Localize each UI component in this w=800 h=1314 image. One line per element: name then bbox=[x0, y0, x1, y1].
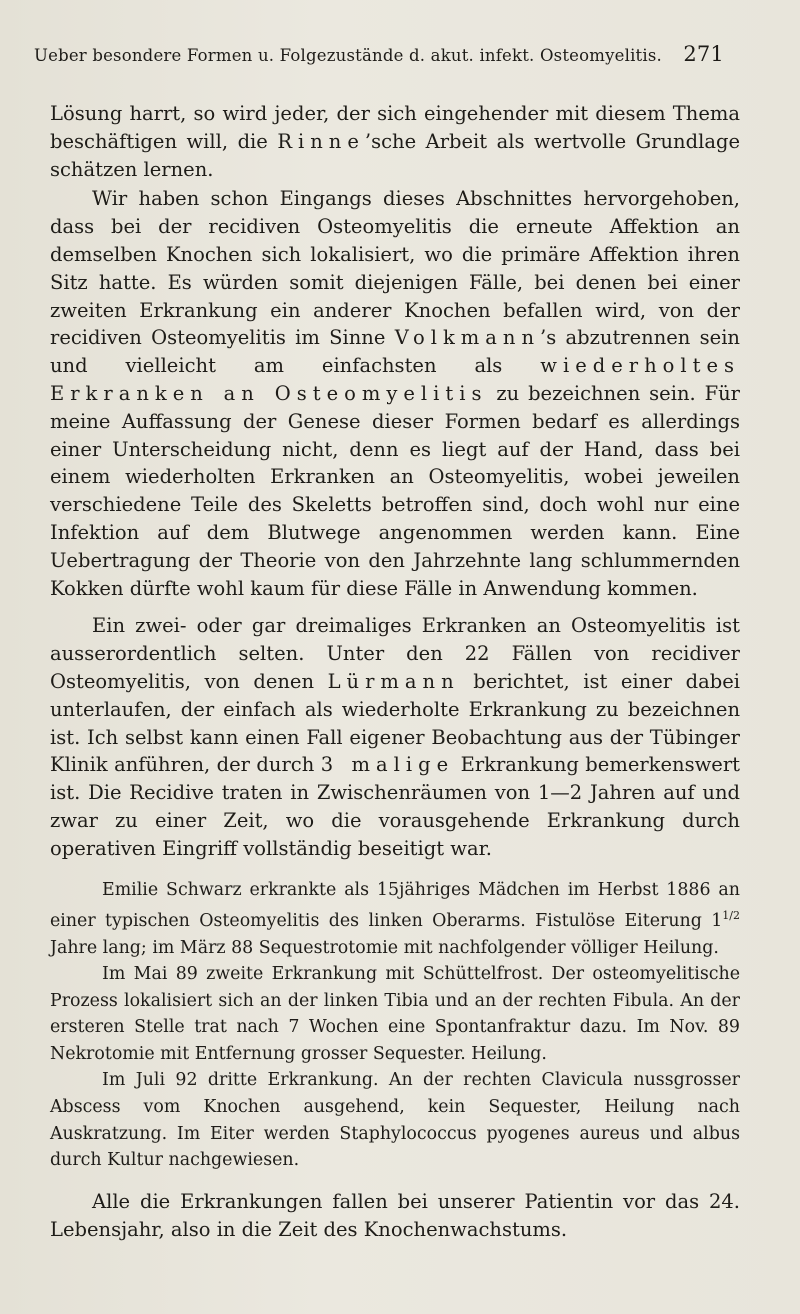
text-run: Jahre lang; im März 88 Sequestrotomie mit nachfolgender völliger Heilung. bbox=[50, 937, 719, 958]
text-run: Wir haben schon Eingangs dieses Abschnittes hervorgehoben, dass bei der recidiven Osteomyelitis die erneute Affektion an demselben Knochen sich lokalisiert, wo die primäre Affektion ihren Sitz hatte. Es würden somit diejenigen Fälle, bei denen bei einer zweiten Erkrankung ein anderer Knochen befallen wird, von der recidiven Osteomyelitis im Sinne bbox=[50, 187, 740, 350]
text-run: ’s abzutrennen sein und vielleicht am einfachsten als bbox=[50, 326, 740, 378]
spaced-term: 3 malige bbox=[320, 753, 455, 777]
spaced-name: Volkmann bbox=[394, 326, 541, 350]
case-report-3: Im Juli 92 dritte Erkrankung. An der rechten Clavicula nussgrosser Abscess vom Knochen ausgehend, kein Sequester, Heilung nach Auskratzung. Im Eiter werden Staphylococcus pyogenes aureus und albus durch Kultur nachgewiesen. bbox=[50, 1070, 740, 1171]
case-report-2: Im Mai 89 zweite Erkrankung mit Schüttelfrost. Der osteomyelitische Prozess lokalisiert sich an der linken Tibia und an der rechten Fibula. An der ersteren Stelle trat nach 7 Wochen eine Spontanfraktur dazu. Im Nov. 89 Nekrotomie mit Entfernung grosser Sequester. Heilung. bbox=[50, 964, 740, 1064]
paragraph-1 bbox=[50, 100, 740, 183]
spaced-term: wiederholtes Erkranken an Osteomyelitis bbox=[50, 354, 740, 405]
fraction: 1/2 bbox=[722, 909, 740, 923]
paragraph-3 bbox=[50, 612, 740, 862]
running-header bbox=[34, 42, 724, 66]
spaced-name: Lürmann bbox=[327, 669, 460, 693]
paragraph-2 bbox=[50, 185, 740, 602]
text-run: Emilie Schwarz erkrankte als 15jähriges Mädchen im Herbst 1886 an einer typischen Osteomyelitis des linken Oberarms. Fistulöse Eiterung 1 bbox=[50, 879, 740, 931]
text-run: zu bezeichnen sein. Für meine Auffassung der Genese dieser Formen bedarf es allerdings einer Unterscheidung nicht, denn es liegt auf der Hand, dass bei einem wiederholten Erkranken an Osteomyelitis, wobei jeweilen verschiedene Teile des Skeletts betroffen sind, doch wohl nur eine Infektion auf dem Blutwege angenommen werden kann. Eine Uebertragung der Theorie von den Jahrzehnte lang schlummernden Kokken dürfte wohl kaum für diese Fälle in Anwendung kommen. bbox=[50, 381, 740, 600]
page-number: 271 bbox=[683, 42, 724, 66]
running-title: Ueber besondere Formen u. Folgezustände d. akut. infekt. Osteomyelitis. bbox=[34, 46, 662, 65]
text-run: Ein zwei- oder gar dreimaliges Erkranken an Osteomyelitis ist ausserordentlich selten. Unter den 22 Fällen von recidiver Osteomyelitis, von denen bbox=[50, 614, 740, 693]
text-run: Lösung harrt, so wird jeder, der sich eingehender mit diesem Thema beschäftigen will, die bbox=[50, 102, 740, 153]
paragraph-4: Alle die Erkrankungen fallen bei unserer Patientin vor das 24. Lebensjahr, also in die Zeit des Knochenwachstums. bbox=[50, 1189, 740, 1241]
text-run: ’sche Arbeit als wertvolle Grundlage schätzen lernen. bbox=[50, 129, 740, 181]
case-report-1 bbox=[50, 877, 740, 962]
spaced-name: Rinne bbox=[277, 129, 365, 153]
body-text bbox=[50, 100, 740, 1243]
text-run: Erkrankung bemerkenswert ist. Die Recidive traten in Zwischenräumen von 1—2 Jahren auf und zwar zu einer Zeit, wo die vorausgehende Erkrankung durch operativen Eingriff vollständig beseitigt war. bbox=[50, 753, 740, 860]
text-run: berichtet, ist einer dabei unterlaufen, der einfach als wiederholte Erkrankung zu bezeichnen ist. Ich selbst kann einen Fall eigener Beobachtung aus der Tübinger Klinik anführen, der durch bbox=[50, 669, 740, 777]
